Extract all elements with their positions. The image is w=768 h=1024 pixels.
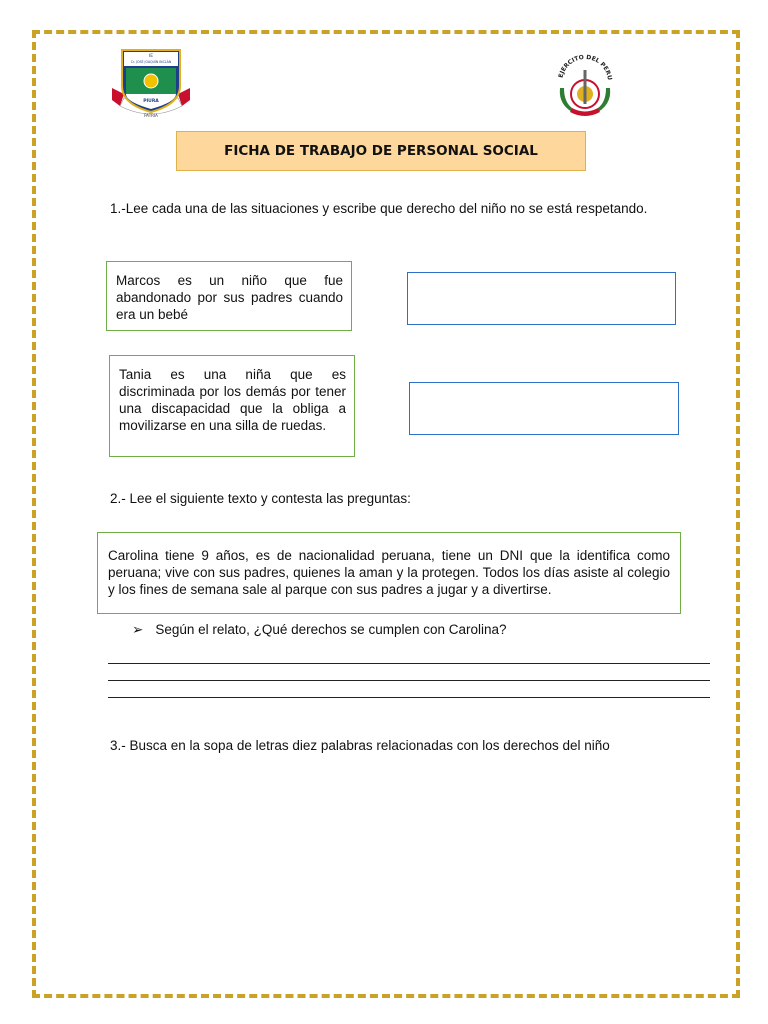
situation-text-1: Marcos es un niño que fue abandonado por sus padres cuando era un bebé <box>116 273 343 322</box>
question-text: Según el relato, ¿Qué derechos se cumplen con Carolina? <box>155 622 507 637</box>
answer-line-2[interactable] <box>108 680 710 681</box>
answer-box-1[interactable] <box>407 272 676 325</box>
question-bullet <box>132 622 507 638</box>
school-logo-name: Cr. JOSÉ JOAQUÍN INCLÁN <box>130 60 172 64</box>
answer-box-2[interactable] <box>409 382 679 435</box>
school-logo-top-text: IE <box>148 54 154 59</box>
q1-instruction: 1.-Lee cada una de las situaciones y escribe que derecho del niño no se está respetando. <box>110 201 648 216</box>
school-logo <box>110 46 192 120</box>
army-logo-text: EJERCITO DEL PERU <box>557 53 613 81</box>
page-border <box>32 30 740 998</box>
arrow-bullet-icon: ➢ <box>132 622 144 637</box>
story-box <box>97 532 681 614</box>
army-logo <box>552 48 618 122</box>
situation-text-2: Tania es una niña que es discriminada por los demás por tener una discapacidad que la obliga a movilizarse en una silla de ruedas. <box>119 367 346 433</box>
story-text: Carolina tiene 9 años, es de nacionalidad peruana, tiene un DNI que la identifica como peruana; vive con sus padres, quienes la aman y la protegen. Todos los días asiste al colegio y los fines de semana sale al parque con sus padres a jugar y a divertirse. <box>108 548 670 597</box>
answer-line-1[interactable] <box>108 663 710 664</box>
page-title: FICHA DE TRABAJO DE PERSONAL SOCIAL <box>176 131 586 171</box>
answer-line-3[interactable] <box>108 697 710 698</box>
q3-instruction: 3.- Busca en la sopa de letras diez palabras relacionadas con los derechos del niño <box>110 738 610 753</box>
situation-box-1 <box>106 261 352 331</box>
school-logo-place: PIURA <box>143 99 159 104</box>
situation-box-2 <box>109 355 355 457</box>
school-logo-motto: PATRIA <box>144 113 158 118</box>
q2-instruction: 2.- Lee el siguiente texto y contesta las preguntas: <box>110 491 411 506</box>
